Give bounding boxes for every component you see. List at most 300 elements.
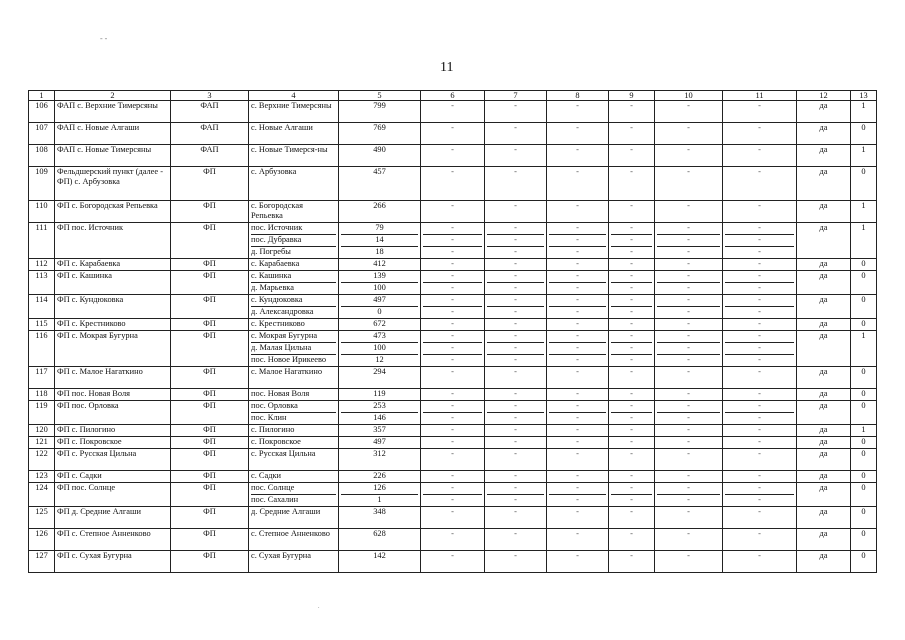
column-8-value bbox=[547, 507, 609, 529]
row-number: 107 bbox=[29, 123, 55, 145]
facility-type: ФП bbox=[171, 201, 249, 223]
column-10-value bbox=[655, 471, 723, 483]
settlement-name: д. Марьевка bbox=[251, 283, 294, 292]
dash-mark: - bbox=[514, 259, 517, 268]
table-row bbox=[29, 145, 877, 167]
dash-mark: - bbox=[487, 271, 544, 283]
dash-mark: - bbox=[514, 425, 517, 434]
dash-mark: - bbox=[687, 101, 690, 110]
column-6-value bbox=[421, 145, 485, 167]
dash-mark: - bbox=[758, 507, 761, 516]
settlement-name: с. Сухая Бугурна bbox=[251, 551, 312, 560]
dash-mark: - bbox=[576, 167, 579, 176]
population-cell bbox=[339, 401, 421, 425]
column-11-value bbox=[723, 425, 797, 437]
dash-mark: - bbox=[487, 295, 544, 307]
column-6-value bbox=[421, 123, 485, 145]
settlement-cell bbox=[249, 271, 339, 295]
dash-mark: - bbox=[611, 401, 652, 413]
population-value: 348 bbox=[373, 507, 386, 516]
column-header-2: 2 bbox=[55, 91, 171, 101]
column-11-value bbox=[723, 551, 797, 573]
column-11-value bbox=[723, 331, 797, 367]
column-8-value bbox=[547, 389, 609, 401]
dash-mark: - bbox=[514, 247, 517, 256]
column-8-value bbox=[547, 471, 609, 483]
column-11-value bbox=[723, 123, 797, 145]
dash-mark: - bbox=[451, 259, 454, 268]
row-number: 120 bbox=[29, 425, 55, 437]
settlement-cell bbox=[249, 145, 339, 167]
column-12-value: да bbox=[797, 529, 851, 551]
column-6-value bbox=[421, 401, 485, 425]
column-header-5: 5 bbox=[339, 91, 421, 101]
column-7-value bbox=[485, 319, 547, 331]
column-9-value bbox=[609, 437, 655, 449]
column-10-value bbox=[655, 271, 723, 295]
dash-mark: - bbox=[451, 413, 454, 422]
dash-mark: - bbox=[630, 355, 633, 364]
column-13-value: 1 bbox=[851, 425, 877, 437]
dash-mark: - bbox=[514, 101, 517, 110]
dash-mark: - bbox=[514, 507, 517, 516]
table-row bbox=[29, 101, 877, 123]
dash-mark: - bbox=[576, 449, 579, 458]
population-cell bbox=[339, 389, 421, 401]
dash-mark: - bbox=[758, 367, 761, 376]
column-13-value: 0 bbox=[851, 471, 877, 483]
column-12-value: да bbox=[797, 271, 851, 295]
facility-type: ФАП bbox=[171, 101, 249, 123]
facility-name: ФП с. Покровское bbox=[55, 437, 171, 449]
column-11-value bbox=[723, 367, 797, 389]
dash-mark: - bbox=[549, 223, 606, 235]
settlement-name: д. Александровка bbox=[251, 307, 314, 316]
table-row bbox=[29, 507, 877, 529]
facility-name: ФП с. Карабаевка bbox=[55, 259, 171, 271]
column-10-value bbox=[655, 529, 723, 551]
dash-mark: - bbox=[758, 389, 761, 398]
column-8-value bbox=[547, 295, 609, 319]
row-number: 127 bbox=[29, 551, 55, 573]
column-11-value bbox=[723, 271, 797, 295]
column-8-value bbox=[547, 123, 609, 145]
column-12-value: да bbox=[797, 483, 851, 507]
table-row bbox=[29, 437, 877, 449]
column-10-value bbox=[655, 331, 723, 367]
population-cell bbox=[339, 167, 421, 201]
facility-name: ФП с. Мокрая Бугурна bbox=[55, 331, 171, 367]
population-cell bbox=[339, 507, 421, 529]
column-12-value: да bbox=[797, 551, 851, 573]
column-9-value bbox=[609, 223, 655, 259]
dash-mark: - bbox=[451, 507, 454, 516]
dash-mark: - bbox=[451, 389, 454, 398]
column-7-value bbox=[485, 449, 547, 471]
column-10-value bbox=[655, 507, 723, 529]
population-value: 628 bbox=[373, 529, 386, 538]
row-number: 113 bbox=[29, 271, 55, 295]
dash-mark: - bbox=[576, 551, 579, 560]
row-number: 115 bbox=[29, 319, 55, 331]
column-8-value bbox=[547, 201, 609, 223]
dash-mark: - bbox=[451, 201, 454, 210]
dash-mark: - bbox=[630, 413, 633, 422]
dash-mark: - bbox=[758, 307, 761, 316]
facility-type: ФП bbox=[171, 367, 249, 389]
column-7-value bbox=[485, 201, 547, 223]
population-value: 497 bbox=[341, 295, 418, 307]
column-header-4: 4 bbox=[249, 91, 339, 101]
row-number: 117 bbox=[29, 367, 55, 389]
population-cell bbox=[339, 471, 421, 483]
population-cell bbox=[339, 425, 421, 437]
column-header-12: 12 bbox=[797, 91, 851, 101]
column-8-value bbox=[547, 271, 609, 295]
row-number: 118 bbox=[29, 389, 55, 401]
column-7-value bbox=[485, 367, 547, 389]
dash-mark: - bbox=[576, 201, 579, 210]
column-13-value: 0 bbox=[851, 167, 877, 201]
column-13-value: 0 bbox=[851, 551, 877, 573]
column-9-value bbox=[609, 259, 655, 271]
dash-mark: - bbox=[451, 355, 454, 364]
dash-mark: - bbox=[630, 259, 633, 268]
column-7-value bbox=[485, 437, 547, 449]
dash-mark: - bbox=[576, 437, 579, 446]
column-12-value: да bbox=[797, 507, 851, 529]
column-6-value bbox=[421, 425, 485, 437]
column-13-value: 0 bbox=[851, 483, 877, 507]
population-value: 146 bbox=[373, 413, 386, 422]
dash-mark: - bbox=[758, 123, 761, 132]
population-value: 100 bbox=[373, 283, 386, 292]
dash-mark: - bbox=[423, 223, 482, 235]
facility-type: ФП bbox=[171, 259, 249, 271]
column-12-value: да bbox=[797, 401, 851, 425]
column-12-value: да bbox=[797, 101, 851, 123]
dash-mark: - bbox=[576, 145, 579, 154]
table-row bbox=[29, 401, 877, 425]
settlement-name: с. Мокрая Бугурна bbox=[251, 331, 336, 343]
population-cell bbox=[339, 123, 421, 145]
population-cell bbox=[339, 101, 421, 123]
dash-mark: - bbox=[487, 483, 544, 495]
dash-mark: - bbox=[549, 483, 606, 495]
column-11-value bbox=[723, 449, 797, 471]
column-10-value bbox=[655, 145, 723, 167]
column-13-value: 1 bbox=[851, 223, 877, 259]
facility-name: ФП с. Малое Нагаткино bbox=[55, 367, 171, 389]
column-7-value bbox=[485, 295, 547, 319]
dash-mark: - bbox=[576, 307, 579, 316]
column-11-value bbox=[723, 319, 797, 331]
column-9-value bbox=[609, 201, 655, 223]
column-9-value bbox=[609, 367, 655, 389]
facility-name: ФП с. Русская Цильна bbox=[55, 449, 171, 471]
row-number: 123 bbox=[29, 471, 55, 483]
dash-mark: - bbox=[630, 283, 633, 292]
dash-mark: - bbox=[451, 529, 454, 538]
dash-mark: - bbox=[514, 355, 517, 364]
row-number: 122 bbox=[29, 449, 55, 471]
dash-mark: - bbox=[576, 389, 579, 398]
dash-mark: - bbox=[630, 449, 633, 458]
dash-mark: - bbox=[514, 495, 517, 504]
column-12-value: да bbox=[797, 425, 851, 437]
population-value: 142 bbox=[373, 551, 386, 560]
dash-mark: - bbox=[687, 367, 690, 376]
column-7-value bbox=[485, 259, 547, 271]
column-8-value bbox=[547, 401, 609, 425]
dash-mark: - bbox=[687, 425, 690, 434]
facility-type: ФП bbox=[171, 529, 249, 551]
facility-type: ФП bbox=[171, 271, 249, 295]
column-8-value bbox=[547, 483, 609, 507]
table-row bbox=[29, 529, 877, 551]
dash-mark: - bbox=[514, 201, 517, 210]
column-11-value bbox=[723, 471, 797, 483]
dash-mark: - bbox=[487, 331, 544, 343]
facility-type: ФП bbox=[171, 167, 249, 201]
column-10-value bbox=[655, 449, 723, 471]
column-8-value bbox=[547, 101, 609, 123]
column-7-value bbox=[485, 123, 547, 145]
dash-mark: - bbox=[657, 271, 720, 283]
column-13-value: 0 bbox=[851, 389, 877, 401]
settlement-cell bbox=[249, 471, 339, 483]
settlement-cell bbox=[249, 529, 339, 551]
dash-mark: - bbox=[451, 495, 454, 504]
dash-mark: - bbox=[630, 123, 633, 132]
facility-type: ФП bbox=[171, 471, 249, 483]
column-header-7: 7 bbox=[485, 91, 547, 101]
dash-mark: - bbox=[687, 283, 690, 292]
column-8-value bbox=[547, 145, 609, 167]
dash-mark: - bbox=[630, 101, 633, 110]
population-value: 457 bbox=[373, 167, 386, 176]
column-9-value bbox=[609, 123, 655, 145]
settlement-cell bbox=[249, 123, 339, 145]
facility-name: ФП с. Крестниково bbox=[55, 319, 171, 331]
dash-mark: - bbox=[611, 295, 652, 307]
population-value: 1 bbox=[377, 495, 382, 504]
dash-mark: - bbox=[630, 145, 633, 154]
dash-mark: - bbox=[451, 425, 454, 434]
population-value: 357 bbox=[373, 425, 386, 434]
facility-type: ФП bbox=[171, 483, 249, 507]
population-cell bbox=[339, 551, 421, 573]
facility-type: ФП bbox=[171, 223, 249, 259]
dash-mark: - bbox=[725, 271, 794, 283]
column-header-10: 10 bbox=[655, 91, 723, 101]
dash-mark: - bbox=[687, 437, 690, 446]
dash-mark: - bbox=[611, 235, 652, 247]
population-cell bbox=[339, 145, 421, 167]
dash-mark: - bbox=[630, 437, 633, 446]
facility-type: ФАП bbox=[171, 145, 249, 167]
dash-mark: - bbox=[576, 529, 579, 538]
population-value: 672 bbox=[373, 319, 386, 328]
dash-mark: - bbox=[630, 425, 633, 434]
column-12-value: да bbox=[797, 167, 851, 201]
settlement-cell bbox=[249, 449, 339, 471]
dash-mark: - bbox=[451, 123, 454, 132]
column-9-value bbox=[609, 471, 655, 483]
facility-name: ФП с. Степное Анненково bbox=[55, 529, 171, 551]
dash-mark: - bbox=[611, 271, 652, 283]
dash-mark: - bbox=[576, 259, 579, 268]
population-value: 0 bbox=[377, 307, 382, 316]
dash-mark: - bbox=[657, 483, 720, 495]
column-13-value: 1 bbox=[851, 331, 877, 367]
column-9-value bbox=[609, 319, 655, 331]
population-cell bbox=[339, 483, 421, 507]
row-number: 108 bbox=[29, 145, 55, 167]
row-number: 119 bbox=[29, 401, 55, 425]
column-9-value bbox=[609, 529, 655, 551]
column-13-value: 0 bbox=[851, 295, 877, 319]
dash-mark: - bbox=[758, 437, 761, 446]
facility-type: ФП bbox=[171, 389, 249, 401]
population-cell bbox=[339, 367, 421, 389]
facility-name: ФП пос. Солнце bbox=[55, 483, 171, 507]
dash-mark: - bbox=[576, 425, 579, 434]
dash-mark: - bbox=[687, 507, 690, 516]
row-number: 114 bbox=[29, 295, 55, 319]
column-7-value bbox=[485, 223, 547, 259]
dash-mark: - bbox=[514, 167, 517, 176]
top-mark: - - bbox=[100, 34, 108, 43]
dash-mark: - bbox=[514, 471, 517, 480]
settlement-name: с. Богородская Репьевка bbox=[251, 201, 303, 220]
population-cell bbox=[339, 331, 421, 367]
column-8-value bbox=[547, 425, 609, 437]
population-value: 294 bbox=[373, 367, 386, 376]
column-6-value bbox=[421, 201, 485, 223]
column-header-1: 1 bbox=[29, 91, 55, 101]
settlement-name: д. Погребы bbox=[251, 247, 291, 256]
column-6-value bbox=[421, 101, 485, 123]
population-value: 473 bbox=[341, 331, 418, 343]
column-13-value: 1 bbox=[851, 201, 877, 223]
facility-type: ФП bbox=[171, 449, 249, 471]
facility-name: Фельдшерский пункт (далее - ФП) с. Арбузовка bbox=[55, 167, 171, 201]
column-6-value bbox=[421, 367, 485, 389]
column-7-value bbox=[485, 271, 547, 295]
column-7-value bbox=[485, 389, 547, 401]
table-row bbox=[29, 389, 877, 401]
column-10-value bbox=[655, 401, 723, 425]
dash-mark: - bbox=[611, 331, 652, 343]
settlement-cell bbox=[249, 551, 339, 573]
column-10-value bbox=[655, 483, 723, 507]
dash-mark: - bbox=[487, 343, 544, 355]
dash-mark: - bbox=[630, 201, 633, 210]
dash-mark: - bbox=[487, 235, 544, 247]
table-row bbox=[29, 425, 877, 437]
dash-mark: - bbox=[611, 483, 652, 495]
dash-mark: - bbox=[687, 307, 690, 316]
dash-mark: - bbox=[576, 367, 579, 376]
dash-mark: - bbox=[630, 507, 633, 516]
dash-mark: - bbox=[630, 307, 633, 316]
dash-mark: - bbox=[725, 223, 794, 235]
dash-mark: - bbox=[549, 331, 606, 343]
table-row bbox=[29, 449, 877, 471]
dash-mark: - bbox=[758, 449, 761, 458]
dash-mark: - bbox=[630, 367, 633, 376]
settlement-name: с. Покровское bbox=[251, 437, 301, 446]
dash-mark: - bbox=[549, 343, 606, 355]
dash-mark: - bbox=[758, 283, 761, 292]
column-6-value bbox=[421, 295, 485, 319]
dash-mark: - bbox=[758, 471, 761, 480]
settlement-cell bbox=[249, 201, 339, 223]
dash-mark: - bbox=[611, 343, 652, 355]
population-value: 497 bbox=[373, 437, 386, 446]
dash-mark: - bbox=[687, 167, 690, 176]
population-cell bbox=[339, 437, 421, 449]
column-7-value bbox=[485, 331, 547, 367]
dash-mark: - bbox=[549, 235, 606, 247]
table-row bbox=[29, 367, 877, 389]
settlement-name: д. Малая Цильна bbox=[251, 343, 336, 355]
dash-mark: - bbox=[725, 483, 794, 495]
column-7-value bbox=[485, 425, 547, 437]
dash-mark: - bbox=[423, 235, 482, 247]
dash-mark: - bbox=[423, 295, 482, 307]
dash-mark: - bbox=[687, 529, 690, 538]
column-13-value: 0 bbox=[851, 529, 877, 551]
column-header-11: 11 bbox=[723, 91, 797, 101]
column-7-value bbox=[485, 507, 547, 529]
column-9-value bbox=[609, 331, 655, 367]
population-value: 799 bbox=[373, 101, 386, 110]
dash-mark: - bbox=[630, 389, 633, 398]
column-6-value bbox=[421, 389, 485, 401]
column-13-value: 0 bbox=[851, 271, 877, 295]
column-9-value bbox=[609, 401, 655, 425]
column-13-value: 1 bbox=[851, 145, 877, 167]
population-value: 412 bbox=[373, 259, 386, 268]
column-6-value bbox=[421, 529, 485, 551]
column-6-value bbox=[421, 259, 485, 271]
column-12-value: да bbox=[797, 259, 851, 271]
column-13-value: 0 bbox=[851, 259, 877, 271]
dash-mark: - bbox=[423, 271, 482, 283]
dash-mark: - bbox=[423, 343, 482, 355]
population-value: 126 bbox=[341, 483, 418, 495]
table-body bbox=[29, 101, 877, 573]
facility-name: ФП с. Сухая Бугурна bbox=[55, 551, 171, 573]
dash-mark: - bbox=[514, 413, 517, 422]
population-cell bbox=[339, 271, 421, 295]
column-10-value bbox=[655, 551, 723, 573]
dash-mark: - bbox=[725, 401, 794, 413]
dash-mark: - bbox=[758, 101, 761, 110]
column-12-value: да bbox=[797, 201, 851, 223]
population-value: 119 bbox=[373, 389, 386, 398]
column-6-value bbox=[421, 331, 485, 367]
settlement-cell bbox=[249, 223, 339, 259]
dash-mark: - bbox=[687, 123, 690, 132]
column-10-value bbox=[655, 319, 723, 331]
column-8-value bbox=[547, 529, 609, 551]
settlement-name: с. Арбузовка bbox=[251, 167, 297, 176]
dash-mark: - bbox=[758, 495, 761, 504]
dash-mark: - bbox=[687, 389, 690, 398]
